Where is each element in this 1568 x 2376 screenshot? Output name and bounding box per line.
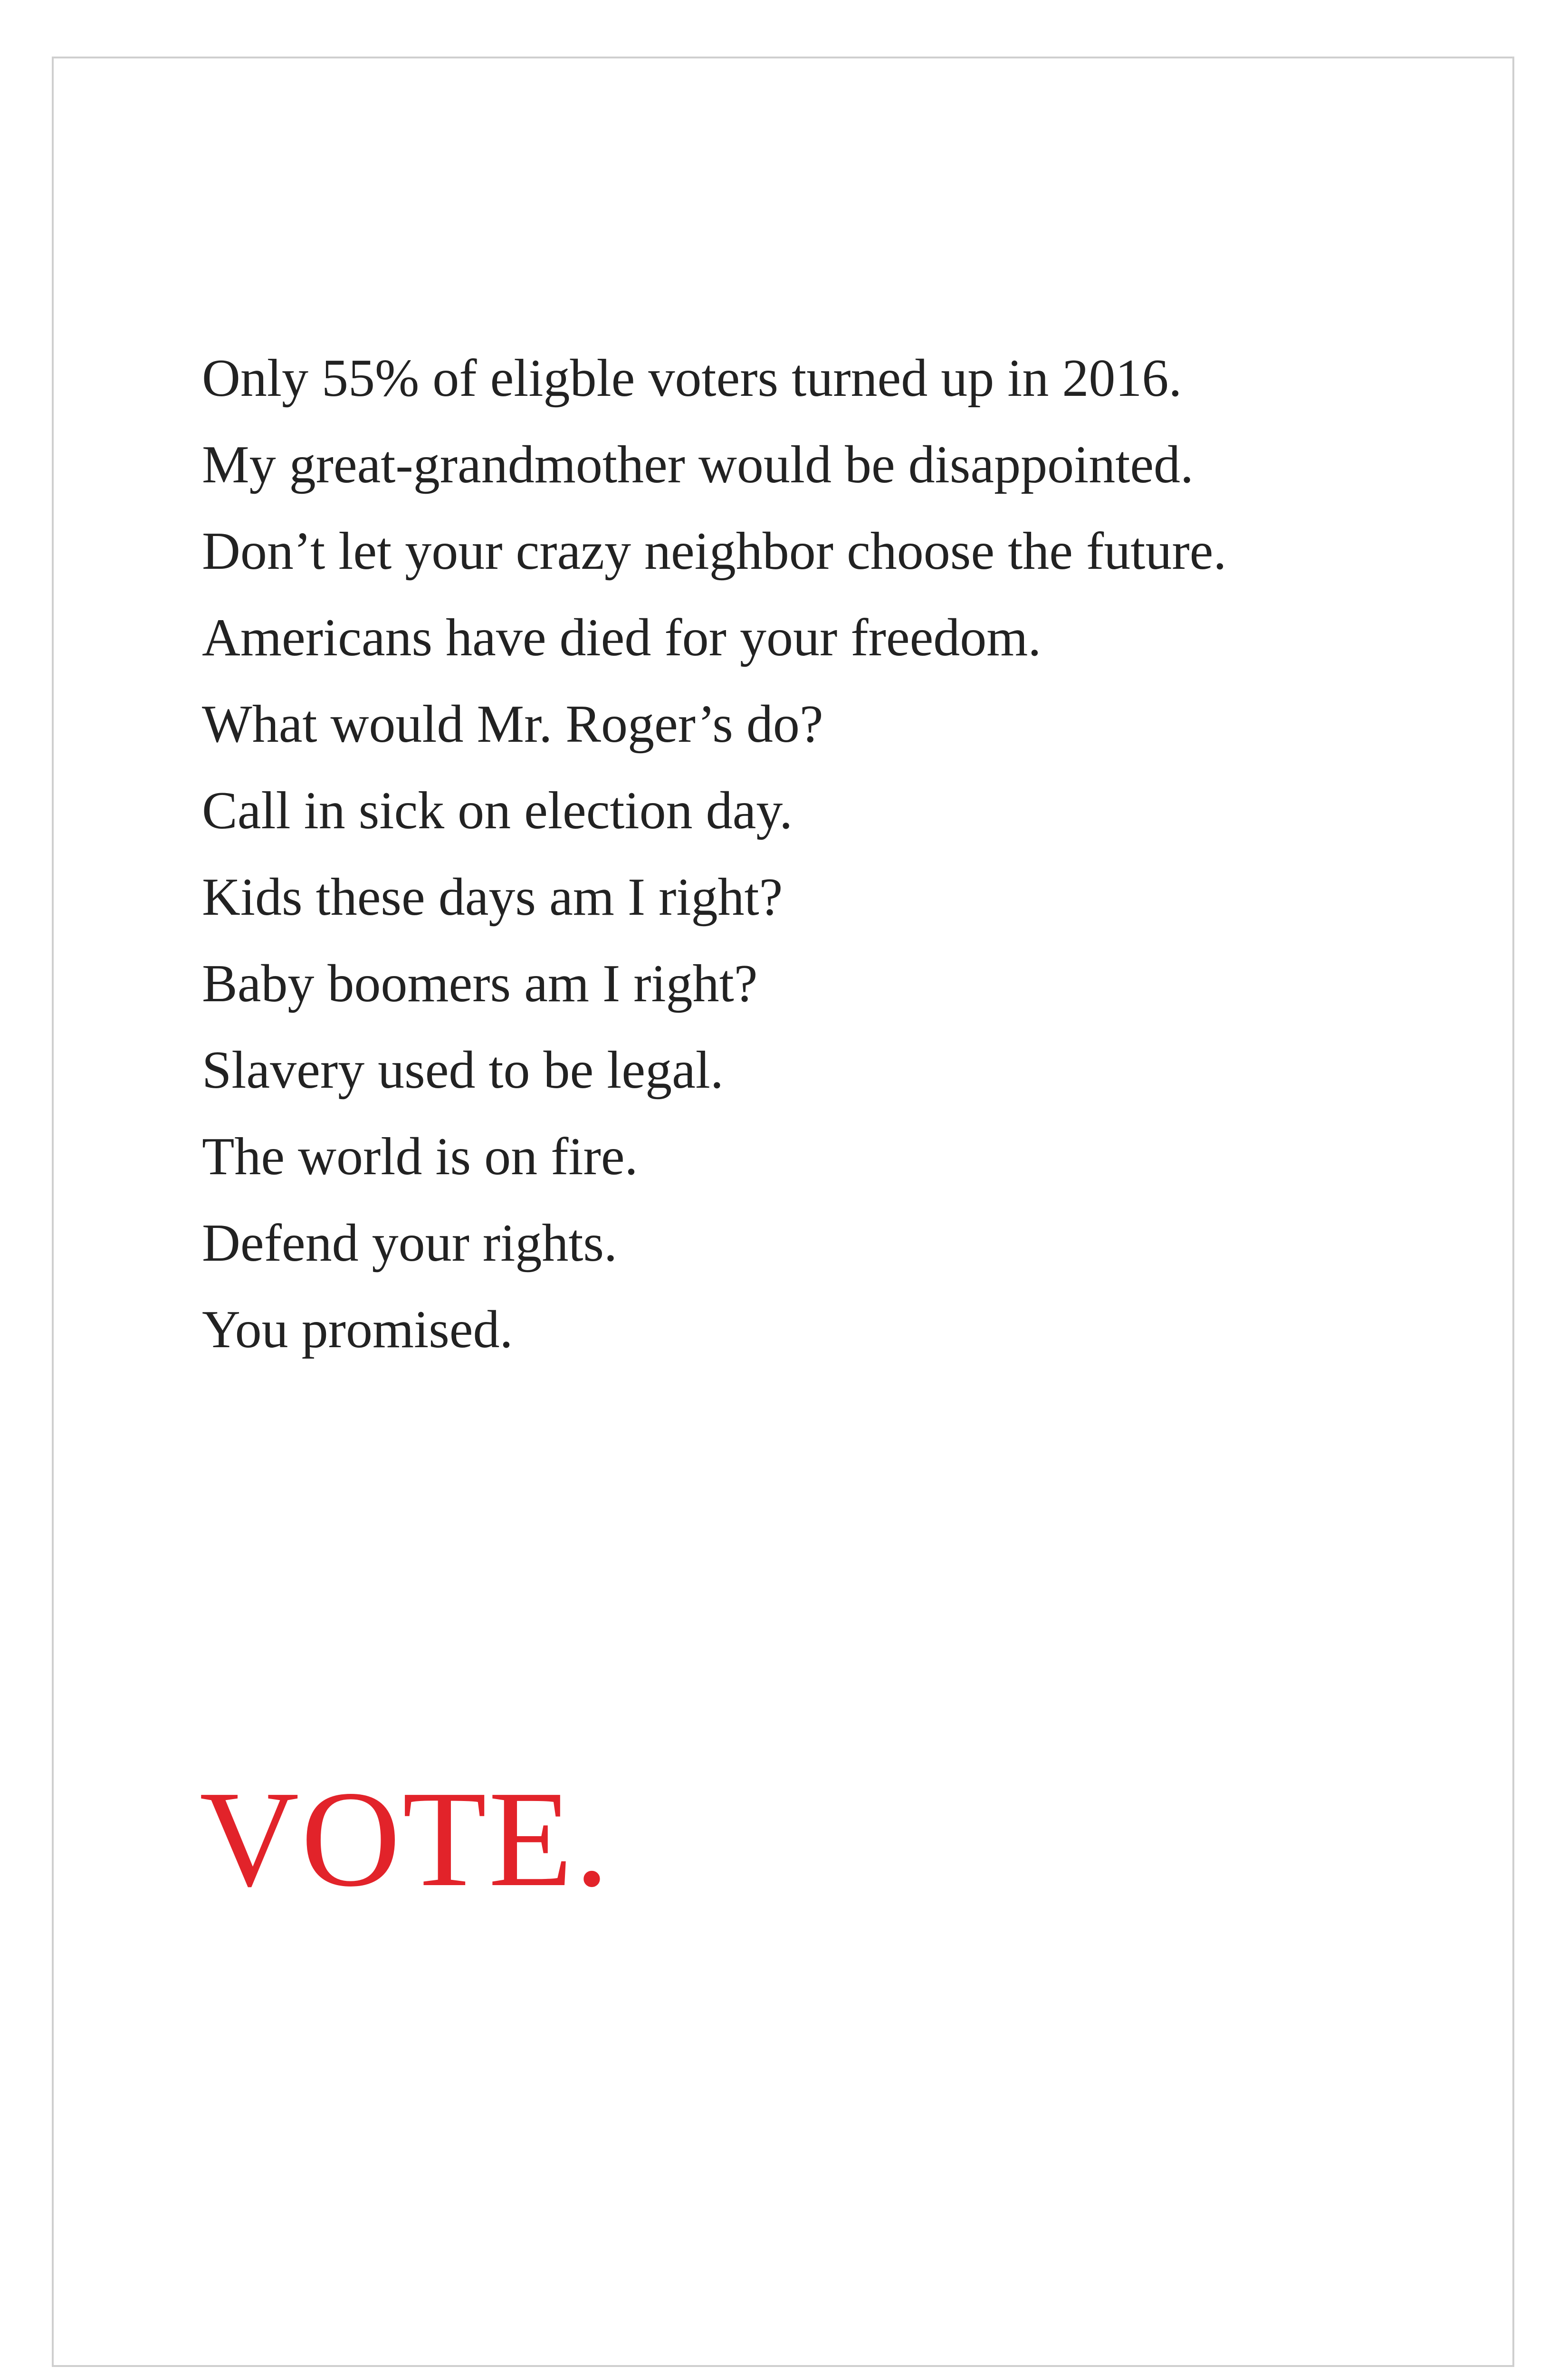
message-line: Only 55% of eligble voters turned up in 2016. [202, 349, 1182, 408]
message-line: Baby boomers am I right? [202, 954, 758, 1013]
message-line: My great-grandmother would be disappointed. [202, 435, 1194, 494]
message-line: Kids these days am I right? [202, 868, 783, 927]
message-line: Don’t let your crazy neighbor choose the future. [202, 522, 1227, 581]
message-line: What would Mr. Roger’s do? [202, 695, 823, 754]
vote-headline: VOTE. [200, 1763, 611, 1915]
message-line: Defend your rights. [202, 1214, 618, 1273]
message-line: The world is on fire. [202, 1127, 638, 1186]
message-list [202, 335, 1226, 1373]
message-line: Call in sick on election day. [202, 781, 793, 840]
message-line: Americans have died for your freedom. [202, 608, 1042, 667]
message-line: You promised. [202, 1300, 513, 1359]
message-line: Slavery used to be legal. [202, 1041, 724, 1100]
